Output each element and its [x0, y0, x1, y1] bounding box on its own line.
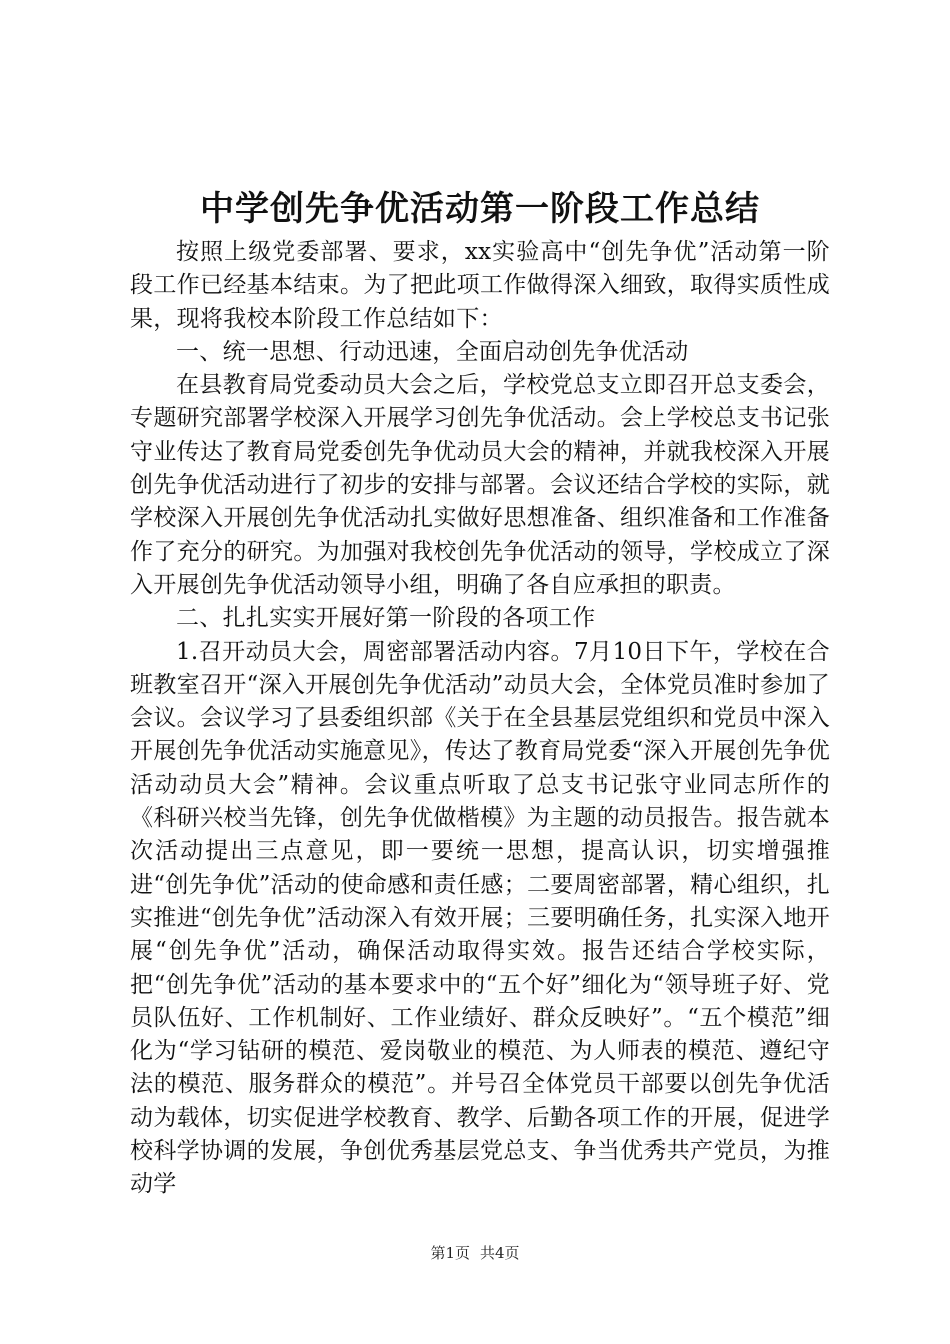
page-footer [0, 1243, 950, 1263]
section-heading-2: 二、扎扎实实开展好第一阶段的各项工作 [176, 605, 596, 632]
intro-paragraph: 按照上级党委部署、要求，xx实验高中“创先争优”活动第一阶段工作已经基本结束。为了把此项工作做得深入细致，取得实质性成果，现将我校本阶段工作总结如下： [130, 239, 830, 332]
section-1-paragraph: 在县教育局党委动员大会之后，学校党总支立即召开总支委会，专题研究部署学校深入开展学习创先争优活动。会上学校总支书记张守业传达了教育局党委创先争优动员大会的精神，并就我校深入开展创先争优活动进行了初步的安排与部署。会议还结合学校的实际，就学校深入开展创先争优活动扎实做好思想准备、组织准备和工作准备作了充分的研究。为加强对我校创先争优活动的领导，学校成立了深入开展创先争优活动领导小组，明确了各自应承担的职责。 [130, 372, 830, 598]
page-number: 第1页 [430, 1244, 470, 1262]
section-2-paragraph: 1.召开动员大会，周密部署活动内容。7月10日下午，学校在合班教室召开“深入开展创先争优活动”动员大会，全体党员准时参加了会议。会议学习了县委组织部《关于在全县基层党组织和党员中深入开展创先争优活动实施意见》，传达了教育局党委“深入开展创先争优活动动员大会”精神。会议重点听取了总支书记张守业同志所作的《科研兴校当先锋，创先争优做楷模》为主题的动员报告。报告就本次活动提出三点意见，即一要统一思想，提高认识，切实增强推进“创先争优”活动的使命感和责任感；二要周密部署，精心组织，扎实推进“创先争优”活动深入有效开展；三要明确任务，扎实深入地开展“创先争优”活动，确保活动取得实效。报告还结合学校实际，把“创先争优”活动的基本要求中的“五个好”细化为“领导班子好、党员队伍好、工作机制好、工作业绩好、群众反映好”。“五个模范”细化为“学习钻研的模范、爱岗敬业的模范、为人师表的模范、遵纪守法的模范、服务群众的模范”。并号召全体党员干部要以创先争优活动为载体，切实促进学校教育、教学、后勤各项工作的开展，促进学校科学协调的发展，争创优秀基层党总支、争当优秀共产党员，为推动学 [130, 638, 830, 1198]
document-body [130, 236, 830, 1202]
document-title: 中学创先争优活动第一阶段工作总结 [200, 189, 760, 229]
section-heading-1: 一、统一思想、行动迅速，全面启动创先争优活动 [176, 338, 689, 365]
page-total: 共4页 [480, 1244, 520, 1262]
